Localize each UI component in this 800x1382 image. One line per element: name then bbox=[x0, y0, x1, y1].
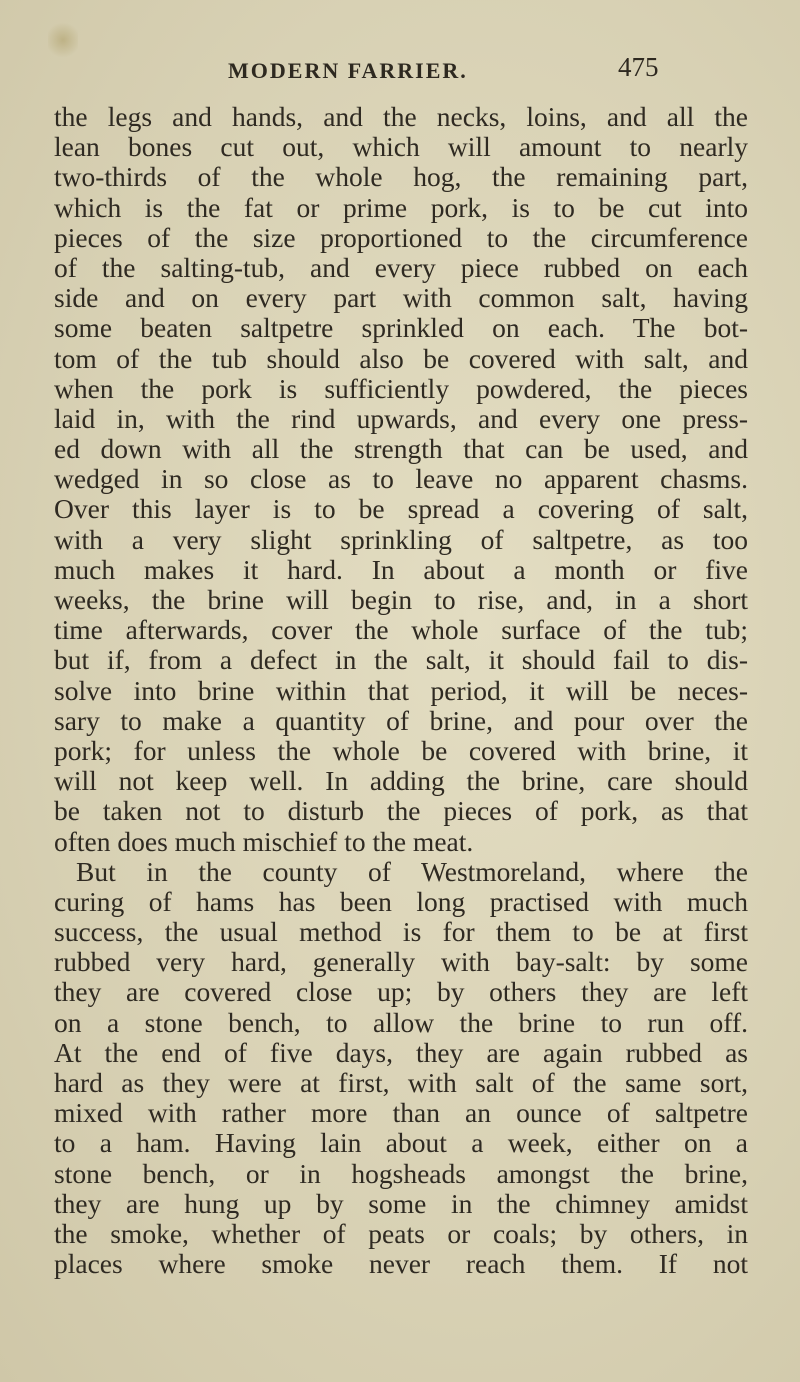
text-line: time afterwards, cover the whole surface of the tub; bbox=[54, 615, 748, 646]
text-line: tom of the tub should also be covered with salt, and bbox=[54, 343, 748, 374]
running-head bbox=[0, 52, 800, 92]
text-line: some beaten saltpetre sprinkled on each. The bot- bbox=[54, 313, 748, 344]
text-line: the legs and hands, and the necks, loins, and all the bbox=[54, 102, 748, 132]
text-line: will not keep well. In adding the brine, care should bbox=[54, 766, 748, 797]
page-number: 475 bbox=[618, 52, 659, 82]
text-line: stone bench, or in hogsheads amongst the brine, bbox=[54, 1158, 748, 1189]
text-line: but if, from a defect in the salt, it should fail to dis- bbox=[54, 645, 748, 676]
text-line: At the end of five days, they are again rubbed as bbox=[54, 1037, 748, 1068]
text-line: of the salting-tub, and every piece rubbed on each bbox=[54, 252, 748, 283]
text-line: Over this layer is to be spread a covering of salt, bbox=[54, 494, 748, 525]
text-line: places where smoke never reach them. If not bbox=[54, 1249, 748, 1280]
text-line: solve into brine within that period, it will be neces- bbox=[54, 675, 748, 706]
text-line: mixed with rather more than an ounce of saltpetre bbox=[54, 1098, 748, 1129]
text-line: pork; for unless the whole be covered with brine, it bbox=[54, 735, 748, 766]
text-line: which is the fat or prime pork, is to be cut into bbox=[54, 192, 748, 223]
text-line: curing of hams has been long practised with much bbox=[54, 886, 748, 917]
text-line: ed down with all the strength that can be used, and bbox=[54, 434, 748, 465]
text-line: they are hung up by some in the chimney amidst bbox=[54, 1188, 748, 1219]
text-line: they are covered close up; by others they are left bbox=[54, 977, 748, 1008]
text-line: when the pork is sufficiently powdered, the pieces bbox=[54, 373, 748, 404]
running-title: MODERN FARRIER. bbox=[228, 58, 468, 83]
text-line: two-thirds of the whole hog, the remaining part, bbox=[54, 162, 748, 193]
text-line: But in the county of Westmoreland, where the bbox=[76, 856, 748, 887]
text-line: sary to make a quantity of brine, and pour over the bbox=[54, 705, 748, 736]
text-line: to a ham. Having lain about a week, either on a bbox=[54, 1128, 748, 1159]
text-line: pieces of the size proportioned to the circumference bbox=[54, 222, 748, 253]
text-line: hard as they were at first, with salt of the same sort, bbox=[54, 1068, 748, 1098]
text-line: with a very slight sprinkling of saltpetre, as too bbox=[54, 524, 748, 555]
text-line: often does much mischief to the meat. bbox=[54, 826, 474, 857]
text-line: on a stone bench, to allow the brine to run off. bbox=[54, 1007, 748, 1038]
text-line: much makes it hard. In about a month or five bbox=[54, 554, 748, 585]
text-line: be taken not to disturb the pieces of pork, as that bbox=[54, 796, 748, 827]
text-line: the smoke, whether of peats or coals; by others, in bbox=[54, 1218, 748, 1249]
body-text bbox=[54, 102, 748, 1279]
text-line: rubbed very hard, generally with bay-salt: by some bbox=[54, 947, 748, 978]
text-line: side and on every part with common salt, having bbox=[54, 283, 748, 314]
text-line: wedged in so close as to leave no apparent chasms. bbox=[54, 464, 748, 495]
text-line: success, the usual method is for them to be at first bbox=[54, 917, 748, 948]
text-line: weeks, the brine will begin to rise, and, in a short bbox=[54, 585, 748, 615]
text-line: laid in, with the rind upwards, and every one press- bbox=[54, 403, 748, 434]
text-line: lean bones cut out, which will amount to nearly bbox=[54, 132, 748, 163]
